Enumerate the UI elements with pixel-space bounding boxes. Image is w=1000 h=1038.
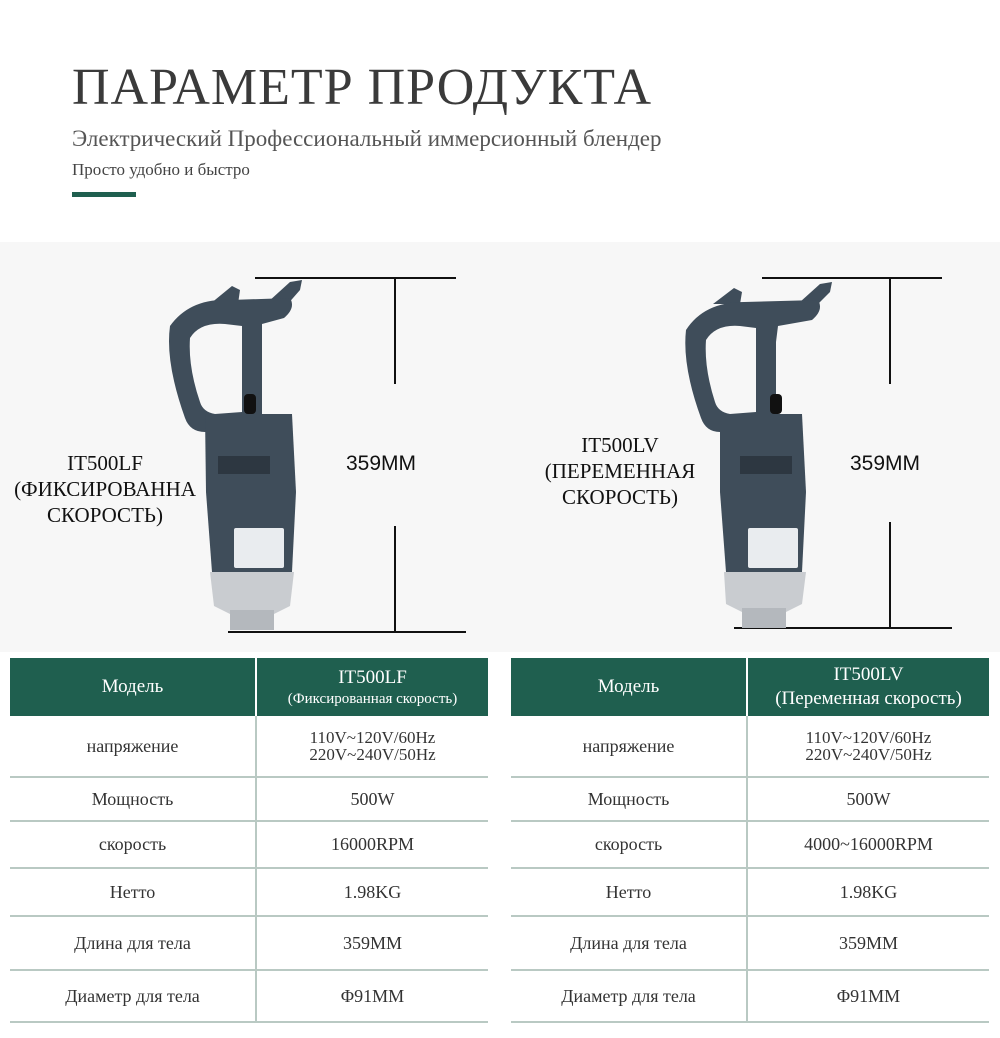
page-title: ПАРАМЕТР ПРОДУКТА <box>72 59 653 116</box>
column-header-product-name: IT500LV <box>833 664 904 685</box>
row-value-line: 110V~120V/60Hz <box>309 728 436 747</box>
table-row <box>511 868 989 916</box>
spec-table-variable <box>511 658 989 1023</box>
table-row <box>10 868 488 916</box>
product-label-fixed <box>0 450 210 528</box>
row-label: Нетто <box>511 868 747 916</box>
column-header-product-sub: (Фиксированная скорость) <box>287 690 458 707</box>
row-value-line: 220V~240V/50Hz <box>309 745 436 764</box>
blender-base <box>210 572 294 614</box>
table-row <box>511 716 989 777</box>
page-subtitle: Электрический Профессиональный иммерсионный блендер <box>72 126 662 151</box>
blender-nameplate <box>748 528 798 568</box>
row-label: напряжение <box>10 716 256 777</box>
blender-button-top <box>713 288 742 304</box>
row-value-line: 110V~120V/60Hz <box>805 728 932 747</box>
row-label: скорость <box>10 821 256 868</box>
row-value: 1.98KG <box>256 868 488 916</box>
blender-illustration-fixed <box>0 242 500 652</box>
column-header-model: Модель <box>511 658 747 716</box>
dimension-label-fixed: 359MM <box>346 452 417 475</box>
accent-bar <box>72 192 136 197</box>
spec-table-fixed <box>10 658 488 1023</box>
row-value <box>747 716 989 777</box>
row-value <box>256 716 488 777</box>
product-card-fixed <box>0 242 500 652</box>
table-row <box>511 970 989 1022</box>
product-label-line2: (ПЕРЕМЕННАЯ <box>544 459 696 483</box>
product-label-line1: IT500LF <box>67 451 143 475</box>
row-value: 500W <box>747 777 989 821</box>
blender-base <box>724 572 806 612</box>
blender-vent <box>218 456 270 474</box>
row-value: 1.98KG <box>747 868 989 916</box>
table-row <box>511 916 989 970</box>
page-tagline: Просто удобно и быстро <box>72 160 250 179</box>
row-value: Φ91MM <box>747 970 989 1022</box>
product-label-line3: СКОРОСТЬ) <box>47 503 163 527</box>
table-row <box>511 821 989 868</box>
row-label: Диаметр для тела <box>10 970 256 1022</box>
spec-table-header <box>10 658 488 716</box>
blender-coupling <box>742 608 786 628</box>
product-label-line2: (ФИКСИРОВАННА <box>14 477 196 501</box>
dimension-label-variable: 359MM <box>850 452 921 475</box>
row-label: Длина для тела <box>511 916 747 970</box>
row-value: 4000~16000RPM <box>747 821 989 868</box>
row-label: Мощность <box>10 777 256 821</box>
table-row <box>10 777 488 821</box>
row-label: напряжение <box>511 716 747 777</box>
column-header-model: Модель <box>10 658 256 716</box>
table-row <box>10 716 488 777</box>
row-label: Мощность <box>511 777 747 821</box>
product-label-line3: СКОРОСТЬ) <box>562 485 678 509</box>
row-label: Нетто <box>10 868 256 916</box>
blender-coupling <box>230 610 274 630</box>
row-value: 500W <box>256 777 488 821</box>
column-header-product <box>747 658 989 716</box>
blender-switch <box>244 394 256 414</box>
table-row <box>10 821 488 868</box>
table-row <box>10 970 488 1022</box>
row-value: Φ91MM <box>256 970 488 1022</box>
row-value-line: 220V~240V/50Hz <box>805 745 932 764</box>
column-header-product-sub: (Переменная скорость) <box>775 688 962 709</box>
blender-switch <box>770 394 782 414</box>
blender-vent <box>740 456 792 474</box>
table-row <box>10 916 488 970</box>
row-label: Диаметр для тела <box>511 970 747 1022</box>
column-header-product <box>256 658 488 716</box>
spec-table-header <box>511 658 989 716</box>
product-label-variable <box>530 432 710 510</box>
column-header-product-name: IT500LF <box>338 666 407 688</box>
table-row <box>511 777 989 821</box>
row-value: 16000RPM <box>256 821 488 868</box>
row-value: 359MM <box>747 916 989 970</box>
product-label-line1: IT500LV <box>581 433 659 457</box>
row-label: Длина для тела <box>10 916 256 970</box>
product-card-variable <box>500 242 1000 652</box>
row-value: 359MM <box>256 916 488 970</box>
blender-nameplate <box>234 528 284 568</box>
row-label: скорость <box>511 821 747 868</box>
